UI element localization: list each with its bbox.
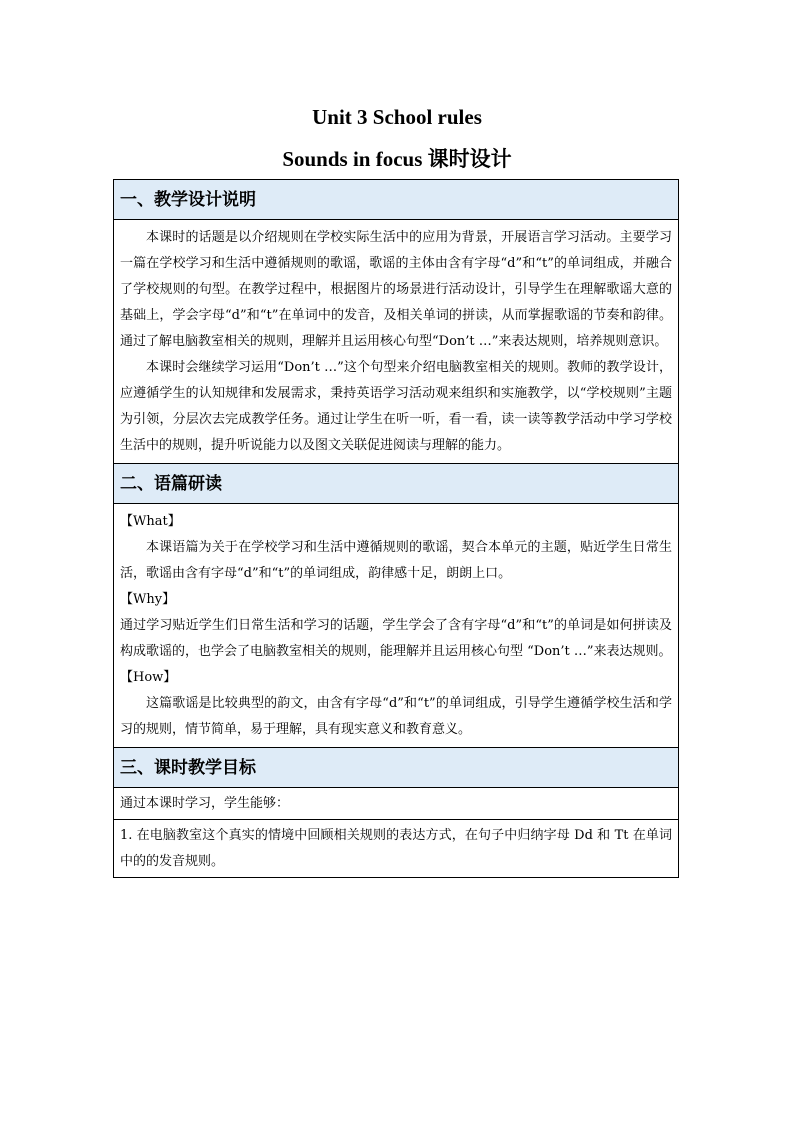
why-text: 通过学习贴近学生们日常生活和学习的话题，学生学会了含有字母“d”和“t”的单词是如何拼读及构成歌谣的，也学会了电脑教室相关的规则，能理解并且运用核心句型 “Don’t …”来表达规则。 — [120, 618, 672, 659]
section-heading-text-study: 二、语篇研读 — [114, 464, 678, 504]
teaching-goal-1-row — [114, 820, 678, 877]
lesson-design-table — [113, 179, 679, 878]
what-text: 本课语篇为关于在学校学习和生活中遵循规则的歌谣，契合本单元的主题，贴近学生日常生活，歌谣由含有字母“d”和“t”的单词组成，韵律感十足，朗朗上口。 — [120, 540, 672, 581]
design-notes-paragraph-2: 本课时会继续学习运用“Don’t …”这个句型来介绍电脑教室相关的规则。教师的教学设计，应遵循学生的认知规律和发展需求，秉持英语学习活动观来组织和实施教学，以“学校规则”主题为引领，分层次去完成教学任务。通过让学生在听一听，看一看，读一读等教学活动中学习学校生活中的规则，提升听说能力以及图文关联促进阅读与理解的能力。 — [120, 360, 672, 453]
what-label: 【What】 — [120, 514, 181, 529]
section-body-design-notes — [114, 220, 678, 464]
section-body-text-study — [114, 504, 678, 748]
teaching-goals-intro-row — [114, 788, 678, 820]
design-notes-paragraph-1: 本课时的话题是以介绍规则在学校实际生活中的应用为背景，开展语言学习活动。主要学习一篇在学校学习和生活中遵循规则的歌谣，歌谣的主体由含有字母“d”和“t”的单词组成，并融合了学校规则的句型。在教学过程中，根据图片的场景进行活动设计，引导学生在理解歌谣大意的基础上，学会字母“d”和“t”在单词中的发音，及相关单词的拼读，从而掌握歌谣的节奏和韵律。通过了解电脑教室相关的规则，理解并且运用核心句型“Don’t …”来表达规则，培养规则意识。 — [120, 230, 672, 349]
how-text: 这篇歌谣是比较典型的韵文，由含有字母“d”和“t”的单词组成，引导学生遵循学校生活和学习的规则，情节简单，易于理解，具有现实意义和教育意义。 — [120, 696, 672, 737]
teaching-goal-1: 1. 在电脑教室这个真实的情境中回顾相关规则的表达方式，在句子中归纳字母 Dd 和 Tt 在单词中的的发音规则。 — [120, 828, 672, 869]
why-label: 【Why】 — [120, 592, 176, 607]
document-title: Unit 3 School rules — [312, 105, 482, 129]
document-subtitle: Sounds in focus 课时设计 — [282, 147, 512, 171]
section-heading-teaching-goals: 三、课时教学目标 — [114, 748, 678, 788]
teaching-goals-intro: 通过本课时学习，学生能够： — [120, 796, 290, 811]
section-heading-design-notes: 一、教学设计说明 — [114, 180, 678, 220]
how-label: 【How】 — [120, 670, 177, 685]
